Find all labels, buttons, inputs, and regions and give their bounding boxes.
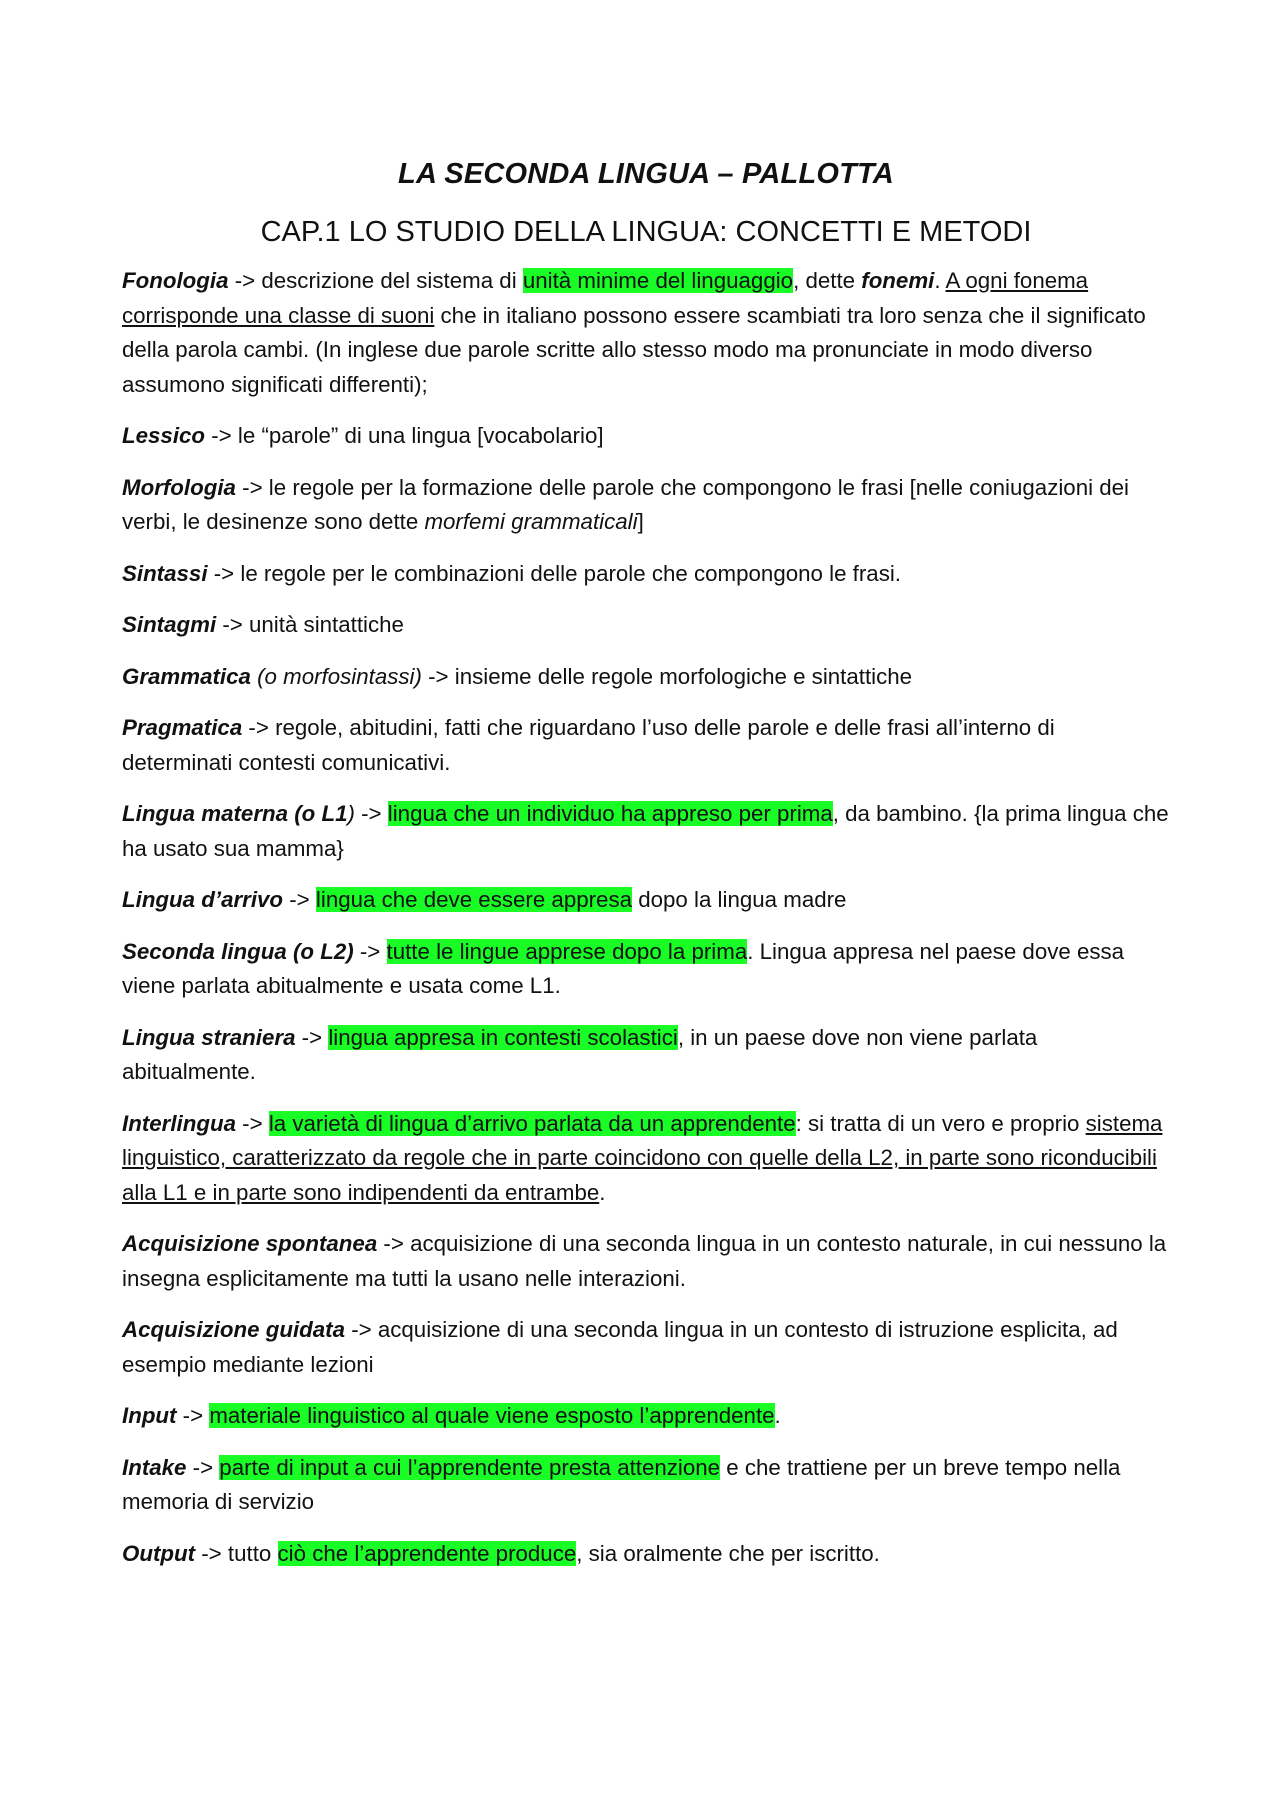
entry-term: Acquisizione spontanea <box>122 1231 378 1256</box>
entry-arrow: -> <box>421 663 455 689</box>
italic-text: (o morfosintassi) <box>250 663 422 689</box>
highlighted-text: lingua che un individuo ha appreso per prima <box>387 801 833 826</box>
entry-text: . <box>599 1179 606 1205</box>
entry-acquisizione-guidata <box>122 1313 1170 1382</box>
entry-text: che in italiano possono essere scambiati tra loro senza che il significato della parola cambi. (In inglese due parole scritte allo stesso modo ma pronunciate in modo diverso assumono significati differenti); <box>122 302 1146 397</box>
entry-sintagmi <box>122 608 1170 643</box>
entry-morfologia <box>122 471 1170 540</box>
entry-term: Sintassi <box>122 560 208 586</box>
entry-text: e che trattiene per un breve tempo nella memoria di servizio <box>122 1454 1121 1514</box>
highlighted-text: unità minime del linguaggio <box>522 268 794 293</box>
entry-text: le regole per la formazione delle parole che compongono le frasi [nelle coniugazioni dei verbi, le desinenze sono dette <box>122 474 1130 534</box>
entry-text: tutto <box>227 1540 278 1566</box>
entry-arrow: -> <box>176 1403 210 1428</box>
entry-arrow: -> <box>207 560 241 586</box>
entry-arrow: -> <box>283 887 316 912</box>
entry-text: dopo la lingua madre <box>632 887 847 912</box>
entry-term: Morfologia <box>122 474 236 500</box>
entry-term: Acquisizione guidata <box>122 1317 345 1342</box>
entry-fonologia <box>122 264 1170 402</box>
entry-arrow: -> <box>186 1454 220 1480</box>
entry-term: Seconda lingua (o L2) <box>122 938 354 964</box>
chapter-title: CAP.1 LO STUDIO DELLA LINGUA: CONCETTI E METODI <box>260 216 1032 248</box>
italic-text: ) <box>347 801 355 826</box>
underlined-text: A ogni fonema corrisponde una classe di suoni <box>122 268 1089 328</box>
entry-text: , dette <box>793 268 862 293</box>
entry-text: le “parole” di una lingua [vocabolario] <box>237 423 604 448</box>
entry-arrow: -> <box>216 612 249 637</box>
highlighted-text: lingua appresa in contesti scolastici <box>328 1024 678 1050</box>
underlined-text: sistema linguistico, caratterizzato da regole che in parte coincidono con quelle della L2, in parte sono riconducibili alla L1 e in parte sono indipendenti da entrambe <box>122 1110 1163 1205</box>
highlighted-text: materiale linguistico al quale viene esposto l’apprendente <box>209 1403 775 1428</box>
entry-lingua-arrivo <box>122 883 1170 918</box>
entry-arrow: -> <box>228 268 262 293</box>
entry-arrow: -> <box>353 938 387 964</box>
entry-term: Lingua straniera <box>122 1024 296 1050</box>
document-page <box>122 156 1170 1588</box>
entry-term: Fonologia <box>122 268 229 293</box>
entry-arrow: -> <box>345 1317 378 1342</box>
entry-lingua-straniera <box>122 1021 1170 1090</box>
entry-lessico <box>122 419 1170 454</box>
entry-text: acquisizione di una seconda lingua in un contesto naturale, in cui nessuno la insegna esplicitamente ma tutti la usano nelle interazioni. <box>122 1231 1167 1291</box>
entry-arrow: -> <box>354 801 388 826</box>
entry-text: . <box>934 268 946 293</box>
entry-text: , in un paese dove non viene parlata abitualmente. <box>122 1024 1038 1084</box>
entry-sintassi <box>122 557 1170 592</box>
entry-text: regole, abitudini, fatti che riguardano l’uso delle parole e delle frasi all’interno di determinati contesti comunicativi. <box>122 715 1055 775</box>
document-title: LA SECONDA LINGUA – PALLOTTA <box>398 158 894 190</box>
entry-text: : si tratta di un vero e proprio <box>795 1110 1086 1136</box>
entry-arrow: -> <box>377 1231 411 1256</box>
entry-arrow: -> <box>295 1024 329 1050</box>
entry-grammatica <box>122 660 1170 695</box>
entry-acquisizione-spontanea <box>122 1227 1170 1296</box>
highlighted-text: ciò che l’apprendente produce <box>277 1540 577 1566</box>
entry-text: . Lingua appresa nel paese dove essa viene parlata abitualmente e usata come L1. <box>122 938 1125 998</box>
entry-interlingua <box>122 1107 1170 1211</box>
entry-input <box>122 1399 1170 1434</box>
entry-text: acquisizione di una seconda lingua in un contesto di istruzione esplicita, ad esempio mediante lezioni <box>122 1317 1118 1377</box>
entry-term: Input <box>122 1403 177 1428</box>
highlighted-text: parte di input a cui l’apprendente presta attenzione <box>219 1454 721 1480</box>
entry-text: le regole per le combinazioni delle parole che compongono le frasi. <box>240 560 901 586</box>
entry-term: Lessico <box>122 423 206 448</box>
entry-term: Lingua materna (o L1 <box>122 801 348 826</box>
entry-term: Interlingua <box>122 1110 236 1136</box>
entry-text: unità sintattiche <box>249 612 404 637</box>
entry-text: insieme delle regole morfologiche e sintattiche <box>454 663 913 689</box>
emphasis-text: fonemi <box>861 268 935 293</box>
entry-text: , da bambino. {la prima lingua che ha usato sua mamma} <box>122 801 1169 861</box>
entry-arrow: -> <box>242 715 276 740</box>
entry-intake <box>122 1451 1170 1520</box>
entry-text: , sia oralmente che per iscritto. <box>576 1540 880 1566</box>
entry-term: Grammatica <box>122 663 251 689</box>
entry-arrow: -> <box>235 474 269 500</box>
highlighted-text: tutte le lingue apprese dopo la prima <box>386 938 748 964</box>
entry-lingua-materna <box>122 797 1170 866</box>
entry-term: Lingua d’arrivo <box>122 887 284 912</box>
entry-pragmatica <box>122 711 1170 780</box>
entry-seconda-lingua <box>122 935 1170 1004</box>
entry-term: Sintagmi <box>122 612 217 637</box>
entry-text: ] <box>637 509 644 534</box>
entry-output <box>122 1537 1170 1572</box>
highlighted-text: lingua che deve essere appresa <box>315 887 632 912</box>
entry-arrow: -> <box>235 1110 269 1136</box>
entry-arrow: -> <box>195 1540 228 1566</box>
entry-arrow: -> <box>205 423 238 448</box>
highlighted-text: la varietà di lingua d’arrivo parlata da un apprendente <box>268 1110 796 1136</box>
italic-text: morfemi grammaticali <box>424 509 638 534</box>
entry-term: Output <box>122 1540 196 1566</box>
entry-term: Pragmatica <box>122 715 243 740</box>
entry-term: Intake <box>122 1454 187 1480</box>
entry-text: . <box>774 1403 781 1428</box>
entry-text: descrizione del sistema di <box>261 268 523 293</box>
